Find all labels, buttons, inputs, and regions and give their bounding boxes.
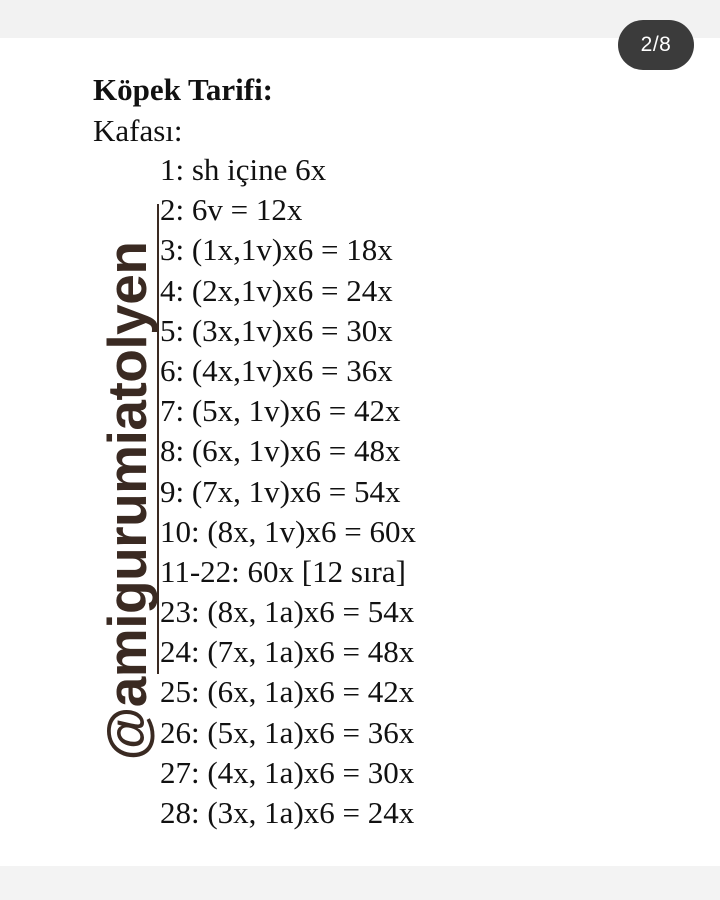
recipe-row: 23: (8x, 1a)x6 = 54x [160, 594, 415, 630]
page-counter-badge: 2/8 [618, 20, 694, 70]
recipe-row: 9: (7x, 1v)x6 = 54x [160, 473, 401, 509]
recipe-row: 5: (3x,1v)x6 = 30x [160, 312, 393, 348]
recipe-row: 27: (4x, 1a)x6 = 30x [160, 754, 415, 790]
recipe-row: 4: (2x,1v)x6 = 24x [160, 272, 393, 308]
recipe-row: 25: (6x, 1a)x6 = 42x [160, 674, 415, 710]
recipe-row: 1: sh içine 6x [160, 152, 327, 187]
recipe-row: 24: (7x, 1a)x6 = 48x [160, 634, 415, 670]
watermark [96, 206, 158, 796]
watermark-text: @amigurumiatolyen [96, 241, 158, 761]
recipe-row: 8: (6x, 1v)x6 = 48x [160, 433, 401, 469]
section-heading: Kafası: [93, 113, 183, 148]
recipe-row: 10: (8x, 1v)x6 = 60x [160, 513, 416, 549]
recipe-row: 7: (5x, 1v)x6 = 42x [160, 393, 401, 429]
recipe-row: 26: (5x, 1a)x6 = 36x [160, 714, 415, 750]
row-list [160, 150, 416, 833]
top-strip [0, 0, 720, 38]
recipe-row: 2: 6v = 12x [160, 192, 303, 228]
recipe-row: 11-22: 60x [12 sıra] [160, 553, 406, 589]
bottom-strip [0, 866, 720, 900]
recipe-title: Köpek Tarifi: [93, 72, 274, 107]
recipe-row: 28: (3x, 1a)x6 = 24x [160, 795, 415, 830]
recipe-row: 3: (1x,1v)x6 = 18x [160, 232, 393, 268]
recipe-row: 6: (4x,1v)x6 = 36x [160, 352, 393, 388]
